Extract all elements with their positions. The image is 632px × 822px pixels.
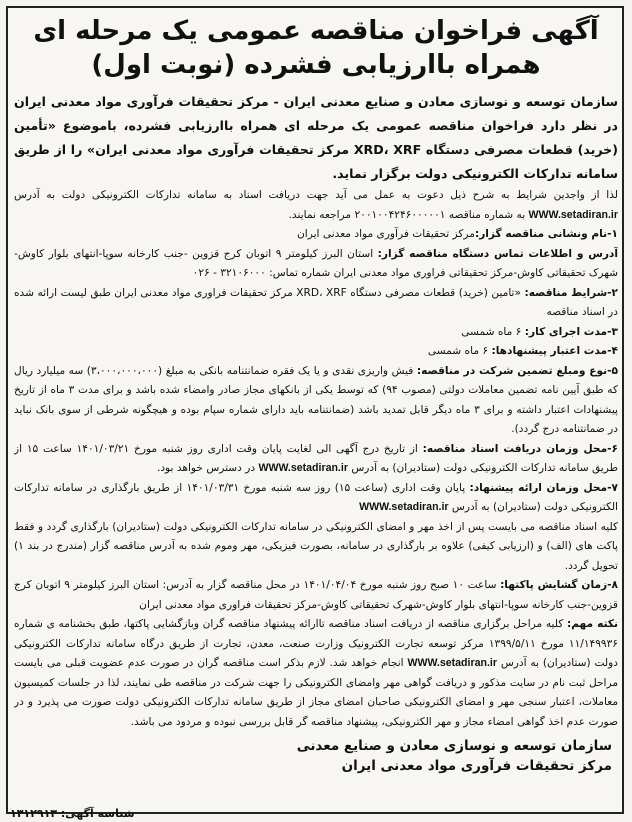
- important-note: [14, 615, 618, 732]
- entry-text-b: به شماره مناقصه ۲۰۰۱۰۰۴۲۴۶۰۰۰۰۰۱ مراجعه نمایند.: [288, 208, 526, 221]
- section-6-text-b: در دسترس خواهد بود.: [156, 462, 256, 474]
- section-8: [14, 576, 618, 615]
- signature-line-1: سازمان توسعه و نوسازی معادن و صنایع معدنی: [296, 738, 612, 754]
- address-label: آدرس و اطلاعات تماس دستگاه مناقصه گزار:: [377, 247, 618, 260]
- title-line-2: همراه باارزیابی فشرده (نوبت اول): [91, 50, 541, 80]
- section-3: [14, 323, 618, 343]
- notice-body: [14, 186, 618, 732]
- section-1: [14, 225, 618, 245]
- section-2: [14, 284, 618, 323]
- section-8-label: ۸-زمان گشایش پاکتها:: [500, 579, 618, 591]
- section-3-label: ۳-مدت اجرای کار:: [524, 325, 618, 338]
- address-text: استان البرز کیلومتر ۹ اتوبان کرج قزوین -جنب کارخانه سوپا-انتهای بلوار کاوش- شهرک تحقیقاتی کاوش-مرکز تحقیقاتی فراوری مواد معدنی ایران شماره تماس: ۳۲۱۰۶۰۰۰ - ۰۲۶: [14, 247, 618, 279]
- section-5: [14, 362, 618, 440]
- section-6-text-a: از تاریخ درج آگهی الی لغایت پایان وقت اداری روز شنبه مورخ ۱۴۰۱/۰۳/۲۱ ساعت ۱۵ از طریق سامانه تدارکات الکترونیکی دولت (ستادیران) به آدرس: [14, 442, 618, 474]
- section-4-text: ۶ ماه شمسی: [427, 345, 489, 357]
- section-5-label: ۵-نوع ومبلغ تضمین شرکت در مناقصه:: [416, 364, 618, 377]
- note-label: نکته مهم:: [567, 618, 618, 630]
- section-1-label: ۱-نام ونشانی مناقصه گزار:: [474, 228, 618, 240]
- entry-paragraph: [14, 186, 618, 225]
- website-link-3[interactable]: WWW.setadiran.ir: [359, 501, 449, 513]
- notice-id-value: ۱۳۱۲۹۱۳: [10, 807, 57, 820]
- website-link-2[interactable]: WWW.setadiran.ir: [258, 462, 348, 474]
- section-4-label: ۴-مدت اعتبار پیشنهادها:: [491, 345, 618, 357]
- title-line-1: آگهی فراخوان مناقصه عمومی یک مرحله ای: [33, 16, 599, 46]
- tender-notice: [14, 12, 618, 810]
- address-section: [14, 245, 618, 284]
- website-link-4[interactable]: WWW.setadiran.ir: [407, 657, 497, 669]
- note-text-b: انجام خواهد شد. لازم بذکر است مناقصه گران در صورت عدم عضویت قبلی می بایست مراحل ثبت نام در سایت مذکور و دریافت گواهی مهر وامضای الکترونیکی را جهت شرکت در مناقصه طی نمایند، لذا در جلسات کمیسیون معاملات، اعتبار سنجی مهر و امضای الکترونیکی صاحبان امضای مجاز از طریق سامانه تدارکات الکترونیکی دولت صورت می پذیرد و در صورت عدم اخذ گواهی امضاء مجاز و مهر الکترونیکی، پیشنهاد مناقصه گر قابل بررسی نبوده و مردود می باشد.: [14, 657, 618, 728]
- section-2-text: «تامین (خرید) قطعات مصرفی دستگاه XRD، XRF مرکز تحقیقات فراوری مواد معدنی ایران طبق لیست ارائه شده در اسناد مناقصه: [14, 286, 618, 318]
- website-link-1[interactable]: WWW.setadiran.ir: [528, 208, 618, 221]
- section-7-text-a: پایان وقت اداری (ساعت ۱۵) روز سه شنبه مورخ ۱۴۰۱/۰۳/۳۱ از طریق بارگذاری در سامانه تدارکات الکترونیکی دولت (ستادیران) به آدرس: [14, 481, 618, 513]
- section-8-text: ساعت ۱۰ صبح روز شنبه مورخ ۱۴۰۱/۰۴/۰۴ در محل مناقصه گزار به آدرس: استان البرز کیلومتر ۹ اتوبان کرج قزوین-جنب کارخانه سوپا-انتهای بلوار کاوش-شهرک تحقیقاتی کاوش-مرکز تحقیقات فراوری مواد معدنی ایران: [14, 579, 618, 611]
- section-6: [14, 440, 618, 479]
- documents-paragraph: کلیه اسناد مناقصه می بایست پس از اخذ مهر و امضای الکترونیکی در سامانه تدارکات الکترونیکی دولت (ستادیران) بارگذاری گردد و فقط پاکت های (الف) و (ارزیابی کیفی) علاوه بر بارگذاری در سامانه، بصورت فیزیکی، مهر وموم شده به آدرس مناقصه گزار (مندرج در بند ۱) تحویل گردد.: [14, 520, 618, 572]
- signature-block: [14, 736, 618, 776]
- intro-paragraph: سازمان توسعه و نوسازی معادن و صنایع معدنی ایران - مرکز تحقیقات فرآوری مواد معدنی ایران در نظر دارد فراخوان مناقصه عمومی یک مرحله ای همراه باارزیابی فشرده، باموضوع «تأمین (خرید) قطعات مصرفی دستگاه XRD، XRF مرکز تحقیقات فرآوری مواد معدنی ایران» را از طریق سامانه تدارکات الکترونیکی دولت برگزار نماید.: [14, 94, 618, 181]
- section-7-label: ۷-محل وزمان ارائه پیشنهاد:: [469, 481, 618, 494]
- notice-title: [14, 14, 618, 82]
- notice-id: [10, 807, 135, 820]
- notice-id-label: شناسه آگهی:: [60, 807, 135, 820]
- entry-text-a: لذا از واجدین شرایط به شرح ذیل دعوت به عمل می آید جهت دریافت اسناد به سامانه تدارکات الکترونیکی دولت به آدرس: [14, 189, 618, 201]
- section-6-label: ۶-محل وزمان دریافت اسناد مناقصه:: [422, 442, 618, 455]
- section-3-text: ۶ ماه شمسی: [461, 325, 522, 338]
- section-2-label: ۲-شرایط مناقصه:: [524, 286, 618, 299]
- section-7: [14, 479, 618, 518]
- signature-line-2: مرکز تحقیقات فرآوری مواد معدنی ایران: [341, 758, 612, 774]
- section-4: [14, 342, 618, 362]
- section-5-text: فیش واریزی نقدی و یا یک فقره ضمانتنامه بانکی به مبلغ (۳،۰۰۰،۰۰۰،۰۰۰) سه میلیارد ریال که طبق آیین نامه تضمین معاملات دولتی (مصوب ۹۴) که توسط یکی از بانکهای مجاز صادر وامضاء شده باشد و برای مدت ۳ ماه از تاریخ پیشنهادات اعتبار داشته و برای ۳ ماه دیگر قابل تمدید باشد (ضمانتنامه باید دارای شماره سپام بوده و هیچگونه شرطی از سوی بانک نباید در ضمانتنامه درج گردد).: [14, 364, 618, 435]
- note-text-a: کلیه مراحل برگزاری مناقصه از دریافت اسناد مناقصه تاارائه پیشنهاد مناقصه گران وبازگشایی پاکتها، طبق بخشنامه ی شماره ۱۱/۱۴۹۹۳۶ مورخ ۱۳۹۹/۵/۱۱ مرکز توسعه تجارت الکترونیک وزارت صنعت، معدن، تجارت از طریق درگاه سامانه تدارکات الکترونیکی دولت (ستادیران) به آدرس: [14, 618, 618, 669]
- section-1-text: مرکز تحقیقات فرآوری مواد معدنی ایران: [297, 228, 475, 240]
